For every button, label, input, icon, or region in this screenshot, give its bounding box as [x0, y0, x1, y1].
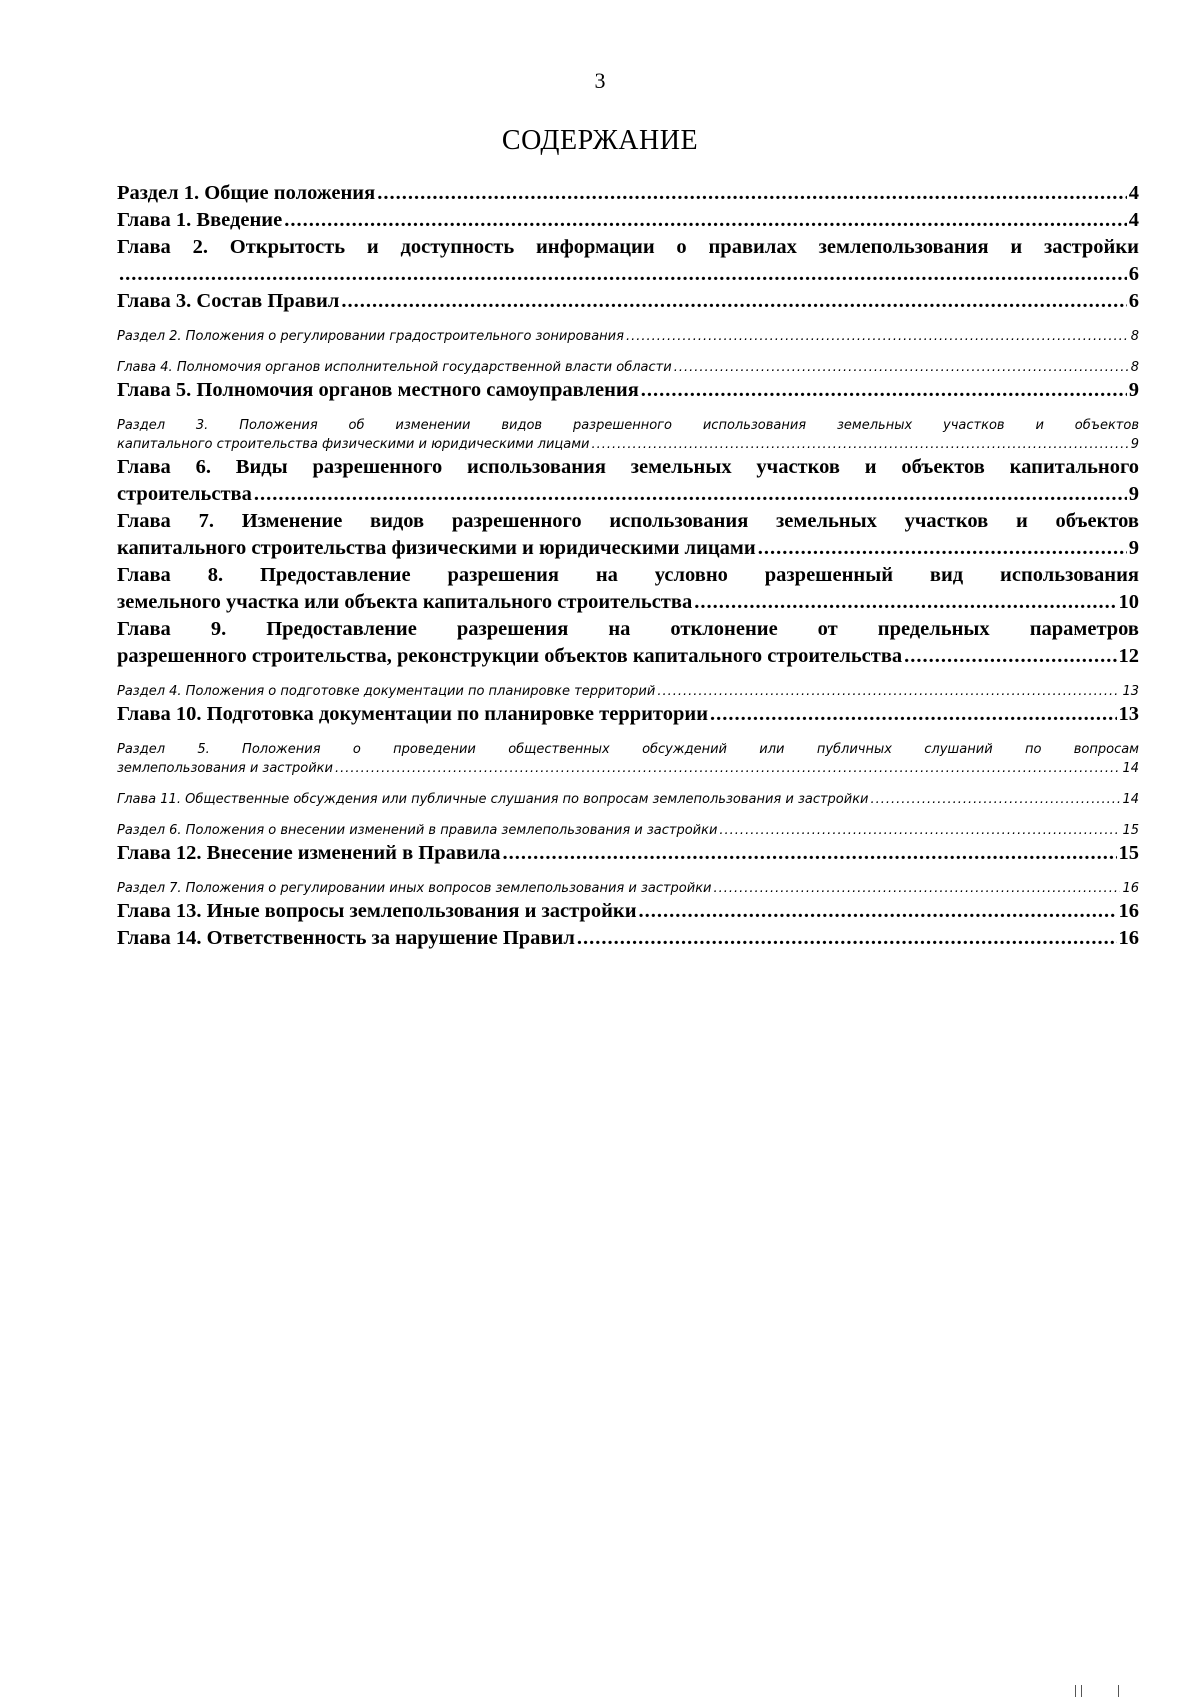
- page-number: 3: [594, 68, 606, 93]
- toc-entry-title-first-line: Глава 9. Предоставление разрешения на отклонение от предельных параметров: [117, 618, 1139, 640]
- toc-entry-line: [117, 643, 1139, 670]
- toc-entry-line: [117, 327, 1139, 346]
- toc-entry-line: [117, 759, 1139, 778]
- toc-entry-page-number: 15: [1122, 823, 1139, 838]
- scan-artifact-mark: [1118, 1685, 1119, 1697]
- toc-entry[interactable]: [117, 234, 1139, 288]
- toc-entry[interactable]: [117, 288, 1139, 315]
- toc-entry-line: [117, 481, 1139, 508]
- toc-entry-page-number: 15: [1118, 842, 1139, 864]
- dot-leader: [284, 207, 1127, 234]
- toc-entry-page-number: 16: [1118, 927, 1139, 949]
- toc-entry[interactable]: [117, 740, 1139, 778]
- toc-entry-page-number: 12: [1118, 645, 1139, 667]
- document-title: СОДЕРЖАНИЕ: [501, 125, 699, 156]
- toc-entry-title: земельного участка или объекта капитального строительства: [117, 591, 693, 613]
- toc-entry-title-first-line: Глава 6. Виды разрешенного использования земельных участков и объектов капитального: [117, 456, 1139, 478]
- toc-entry-title: Глава 10. Подготовка документации по планировке территории: [117, 703, 709, 725]
- toc-entry-page-number: 13: [1118, 703, 1139, 725]
- dot-leader: [904, 643, 1116, 670]
- toc-entry-title-first-line: Глава 2. Открытость и доступность информации о правилах землепользования и застройки: [117, 236, 1139, 258]
- toc-entry-page-number: 8: [1130, 329, 1139, 344]
- toc-entry-page-number: 8: [1130, 360, 1139, 375]
- toc-entry-title: землепользования и застройки: [117, 761, 333, 776]
- dot-leader: [503, 840, 1117, 867]
- toc-entry-page-number: 4: [1128, 182, 1139, 204]
- toc-entry[interactable]: [117, 682, 1139, 701]
- toc-entry-page-number: 13: [1122, 684, 1139, 699]
- toc-entry-title-first-line: Раздел 5. Положения о проведении общественных обсуждений или публичных слушаний по вопросам: [117, 742, 1139, 757]
- dot-leader: [626, 327, 1129, 346]
- toc-entry-title: Глава 12. Внесение изменений в Правила: [117, 842, 501, 864]
- toc-entry[interactable]: [117, 898, 1139, 925]
- toc-entry-title: Раздел 7. Положения о регулировании иных вопросов землепользования и застройки: [117, 881, 712, 896]
- toc-entry-page-number: 14: [1122, 761, 1139, 776]
- toc-entry-line: [117, 261, 1139, 288]
- toc-entry-page-number: 14: [1122, 792, 1139, 807]
- toc-entry-title: Раздел 1. Общие положения: [117, 182, 376, 204]
- toc-entry-line: [117, 879, 1139, 898]
- toc-entry-title: Глава 13. Иные вопросы землепользования и застройки: [117, 900, 637, 922]
- toc-entry[interactable]: [117, 358, 1139, 377]
- toc-entry[interactable]: [117, 377, 1139, 404]
- dot-leader: [694, 589, 1116, 616]
- toc-entry-title: Глава 1. Введение: [117, 209, 283, 231]
- toc-entry-page-number: 10: [1118, 591, 1139, 613]
- toc-entry-page-number: 9: [1128, 379, 1139, 401]
- toc-entry-page-number: 4: [1128, 209, 1139, 231]
- toc-entry[interactable]: [117, 562, 1139, 616]
- toc-entry-line: [117, 589, 1139, 616]
- toc-entry-title: капитального строительства физическими и юридическими лицами: [117, 437, 590, 452]
- toc-entry-line: [117, 180, 1139, 207]
- toc-entry[interactable]: [117, 701, 1139, 728]
- dot-leader: [657, 682, 1120, 701]
- scan-artifact-mark: [1075, 1685, 1076, 1697]
- dot-leader: [377, 180, 1127, 207]
- toc-entry-page-number: 16: [1118, 900, 1139, 922]
- toc-entry[interactable]: [117, 454, 1139, 508]
- toc-entry-line: [117, 821, 1139, 840]
- toc-entry[interactable]: [117, 840, 1139, 867]
- dot-leader: [710, 701, 1116, 728]
- toc-entry-page-number: 6: [1128, 263, 1139, 285]
- toc-entry[interactable]: [117, 327, 1139, 346]
- toc-entry-page-number: 9: [1128, 537, 1139, 559]
- toc-entry[interactable]: [117, 207, 1139, 234]
- toc-entry-line: [117, 377, 1139, 404]
- toc-entry-title: Глава 4. Полномочия органов исполнительной государственной власти области: [117, 360, 672, 375]
- toc-entry-line: [117, 535, 1139, 562]
- toc-entry-title: разрешенного строительства, реконструкции объектов капитального строительства: [117, 645, 903, 667]
- toc-entry-line: [117, 840, 1139, 867]
- toc-entry-line: [117, 790, 1139, 809]
- toc-entry-page-number: 16: [1122, 881, 1139, 896]
- toc-entry-title-first-line: Глава 7. Изменение видов разрешенного использования земельных участков и объектов: [117, 510, 1139, 532]
- dot-leader: [758, 535, 1127, 562]
- toc-entry[interactable]: [117, 616, 1139, 670]
- dot-leader: [641, 377, 1127, 404]
- dot-leader: [719, 821, 1120, 840]
- toc-entry-line: [117, 435, 1139, 454]
- toc-entry-page-number: 6: [1128, 290, 1139, 312]
- toc-entry[interactable]: [117, 790, 1139, 809]
- dot-leader: [577, 925, 1117, 952]
- toc-entry-title-first-line: Раздел 3. Положения об изменении видов разрешенного использования земельных участков и объектов: [117, 418, 1139, 433]
- toc-entry-page-number: 9: [1128, 483, 1139, 505]
- toc-entry-line: [117, 207, 1139, 234]
- dot-leader: [341, 288, 1126, 315]
- dot-leader: [119, 261, 1127, 288]
- toc-entry-title: строительства: [117, 483, 252, 505]
- toc-entry[interactable]: [117, 180, 1139, 207]
- toc-entry[interactable]: [117, 821, 1139, 840]
- toc-entry-title: Глава 3. Состав Правил: [117, 290, 340, 312]
- toc-entry-line: [117, 898, 1139, 925]
- dot-leader: [254, 481, 1127, 508]
- toc-entry-title-first-line: Глава 8. Предоставление разрешения на условно разрешенный вид использования: [117, 564, 1139, 586]
- dot-leader: [714, 879, 1121, 898]
- dot-leader: [592, 435, 1129, 454]
- toc-entry[interactable]: [117, 416, 1139, 454]
- dot-leader: [639, 898, 1117, 925]
- toc-entry[interactable]: [117, 508, 1139, 562]
- toc-entry-title: капитального строительства физическими и юридическими лицами: [117, 537, 756, 559]
- scan-artifact-mark: [1081, 1685, 1082, 1697]
- toc-entry-title: Глава 11. Общественные обсуждения или публичные слушания по вопросам землепользования и застройки: [117, 792, 869, 807]
- toc-entry-title: Раздел 2. Положения о регулировании градостроительного зонирования: [117, 329, 624, 344]
- toc-entry[interactable]: [117, 879, 1139, 898]
- toc-entry[interactable]: [117, 925, 1139, 952]
- toc-entry-line: [117, 701, 1139, 728]
- dot-leader: [674, 358, 1129, 377]
- toc-entry-page-number: 9: [1130, 437, 1139, 452]
- toc-entry-title: Раздел 4. Положения о подготовке документации по планировке территорий: [117, 684, 656, 699]
- toc-entry-title: Раздел 6. Положения о внесении изменений в правила землепользования и застройки: [117, 823, 718, 838]
- table-of-contents: [117, 180, 1139, 952]
- toc-entry-line: [117, 288, 1139, 315]
- toc-entry-title: Глава 5. Полномочия органов местного самоуправления: [117, 379, 639, 401]
- toc-entry-title: Глава 14. Ответственность за нарушение Правил: [117, 927, 575, 949]
- toc-entry-line: [117, 925, 1139, 952]
- toc-entry-line: [117, 682, 1139, 701]
- dot-leader: [871, 790, 1121, 809]
- dot-leader: [335, 759, 1120, 778]
- toc-entry-line: [117, 358, 1139, 377]
